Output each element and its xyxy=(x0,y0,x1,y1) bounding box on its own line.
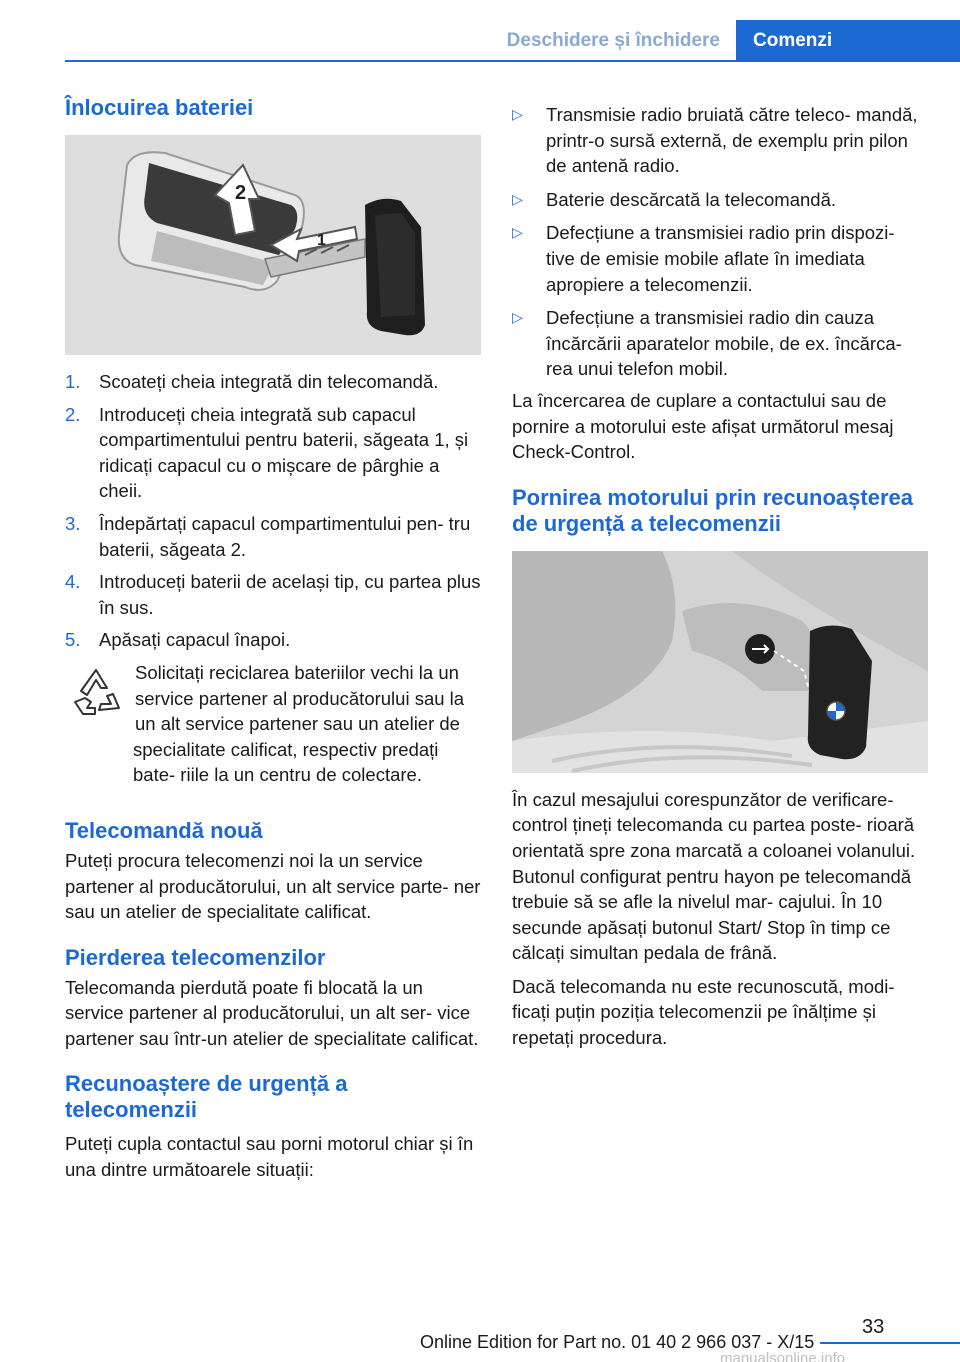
lost-remote-title: Pierderea telecomenzilor xyxy=(65,944,326,970)
list-item xyxy=(512,102,928,179)
header-section-title: Deschidere și închidere xyxy=(506,30,720,51)
emergency-start-title: Pornirea motorului prin recunoașterea de urgență a telecomenzii xyxy=(512,484,913,536)
list-item xyxy=(512,305,928,382)
right-column xyxy=(512,102,928,1051)
list-item xyxy=(512,187,928,213)
left-column xyxy=(65,95,481,1183)
retry-text: Dacă telecomanda nu este recunoscută, modi‐ ficați puțin poziția telecomenzii pe înălțime și repetați procedura. xyxy=(512,975,895,1049)
emergency-start-text: În cazul mesajului corespunzător de verificare-control țineți telecomanda cu partea poste‐ rioară orientată spre zona marcată a coloanei volanului. Butonul configurat pentru hayon pe telecomandă trebuie să se afle la nivelul mar‐ cajului. În 10 secunde apăsați butonul Start/ Stop în timp ce călcați simultan pedala de frână. xyxy=(512,788,916,964)
step-number: 3. xyxy=(65,512,81,534)
lost-remote-text: Telecomanda pierdută poate fi blocată la un service partener al producătorului, un alt ser‐ vice partener sau într-un atelier de specialitate calificat. xyxy=(65,976,479,1049)
key-battery-figure xyxy=(65,135,481,355)
recycling-note xyxy=(65,660,481,788)
recycling-text: Solicitați reciclarea bateriilor vechi la un service partener al producătorului sau la un alt service partener sau un atelier de specialitate calificat, respectiv predați bate‐ riile la un centru de colectare. xyxy=(133,661,465,786)
step-text: Îndepărtați capacul compartimentului pen‐ tru baterii, săgeata 2. xyxy=(99,512,471,560)
list-item xyxy=(65,627,481,653)
situation-text: Defecțiune a transmisiei radio din cauza încărcării aparatelor mobile, de ex. încărca‐ rea unui telefon mobil. xyxy=(546,307,902,380)
new-remote-text: Puteți procura telecomenzi noi la un service partener al producătorului, un alt service parte‐ ner sau un atelier de specialitate calificat. xyxy=(65,849,481,923)
step-text: Scoateți cheia integrată din telecomandă. xyxy=(99,371,439,392)
list-item xyxy=(65,369,481,395)
situation-text: Transmisie radio bruiată către teleco‐ mandă, printr-o sursă externă, de exemplu prin pilon de antenă radio. xyxy=(546,104,918,177)
triangle-bullet-icon: ▷ xyxy=(512,106,523,122)
recycle-icon xyxy=(67,664,125,722)
list-item xyxy=(65,569,481,620)
figure-label-1: 1 xyxy=(317,232,326,249)
battery-steps-list xyxy=(65,369,481,653)
watermark: manualsonline.info xyxy=(720,1350,846,1362)
triangle-bullet-icon: ▷ xyxy=(512,190,523,207)
header-chapter-tab: Comenzi xyxy=(736,20,960,62)
step-number: 5. xyxy=(65,629,81,651)
emergency-recognition-title: Recunoaștere de urgență a telecomenzii xyxy=(65,1071,348,1123)
step-text: Apăsați capacul înapoi. xyxy=(99,629,291,651)
step-text: Introduceți cheia integrată sub capacul compartimentului pentru baterii, săgeata 1, și ridicați capacul cu o mișcare de pârghie a cheii. xyxy=(99,403,469,502)
step-text: Introduceți baterii de același tip, cu partea plus în sus. xyxy=(99,571,481,618)
step-number: 1. xyxy=(65,371,81,392)
edition-info: Online Edition for Part no. 01 40 2 966 037 - X/15 xyxy=(420,1332,815,1352)
page-header xyxy=(0,20,960,62)
situations-list xyxy=(512,102,928,382)
key-battery-illustration xyxy=(65,135,481,355)
check-control-text: La încercarea de cuplare a contactului sau de pornire a motorului este afișat următorul mesaj Check-Control. xyxy=(512,389,894,463)
step-number: 4. xyxy=(65,571,81,593)
triangle-bullet-icon: ▷ xyxy=(512,224,523,241)
list-item xyxy=(512,220,928,297)
situation-text: Baterie descărcată la telecomandă. xyxy=(546,188,837,210)
emergency-recognition-text: Puteți cupla contactul sau porni motorul chiar și în una dintre următoarele situații: xyxy=(65,1133,474,1181)
steering-column-figure xyxy=(512,551,928,773)
battery-section-title: Înlocuirea bateriei xyxy=(65,95,254,120)
list-item xyxy=(65,402,481,504)
steering-column-illustration xyxy=(512,551,928,773)
step-number: 2. xyxy=(65,403,81,425)
new-remote-title: Telecomandă nouă xyxy=(65,817,263,843)
situation-text: Defecțiune a transmisiei radio prin dispozi‐ tive de emisie mobile aflate în imediata apropiere a telecomenzii. xyxy=(546,222,895,295)
footer-rule xyxy=(820,1342,960,1344)
header-rule xyxy=(65,60,960,62)
page-number: 33 xyxy=(862,1316,885,1338)
figure-label-2: 2 xyxy=(235,182,247,204)
list-item xyxy=(65,511,481,562)
triangle-bullet-icon: ▷ xyxy=(512,309,523,326)
